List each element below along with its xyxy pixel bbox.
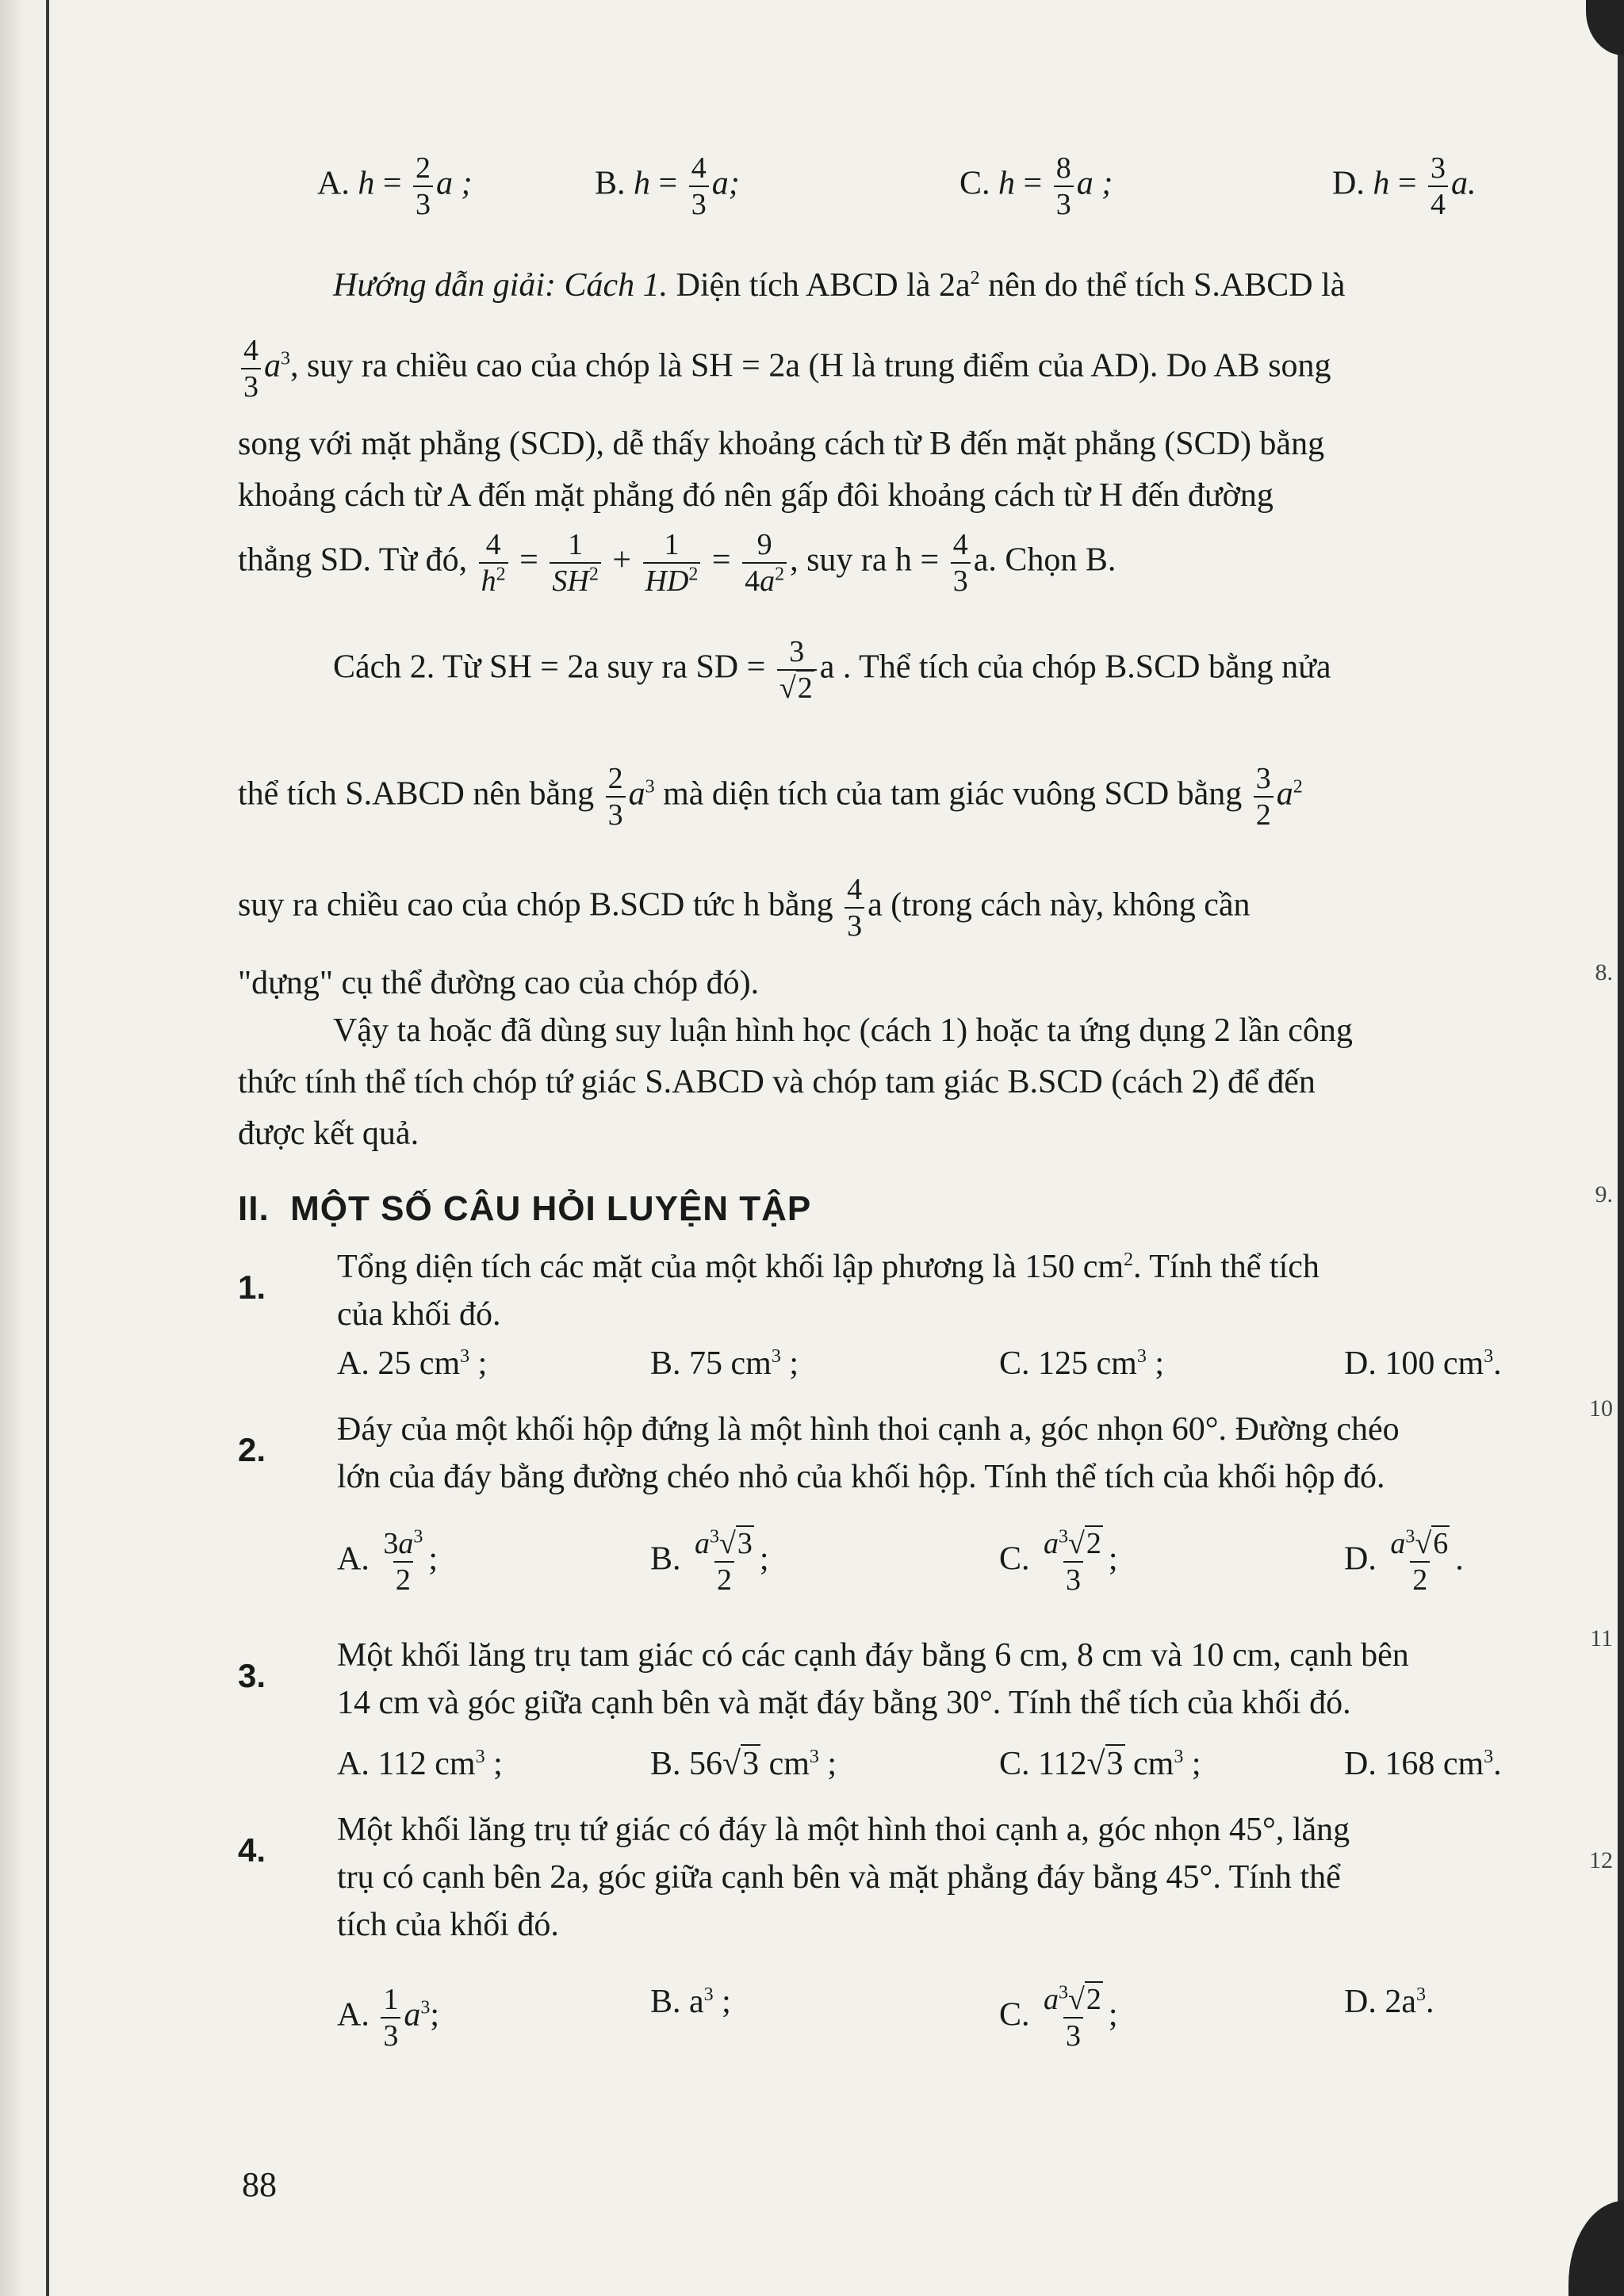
option-d: D. 168 $cm^3$. [1344, 1746, 1502, 1782]
solution-line-9: "dựng" cụ thể đường cao của chóp đó). [238, 965, 760, 1001]
question-text: của khối đó. [337, 1296, 501, 1333]
spine-line [46, 0, 49, 2296]
option-a: A. 112 $cm^3$ ; [337, 1746, 503, 1782]
solution-line-3: song với mặt phẳng (SCD), dễ thấy khoảng cách từ B đến mặt phẳng (SCD) bằng [238, 426, 1325, 462]
option-a-top: A. h = $\frac{2}{3}$ a ; [317, 151, 473, 221]
solution-line-1: Hướng dẫn giải: Cách 1. Diện tích ABCD là $2a^2$ nên do thể tích S.ABCD là [333, 267, 1346, 304]
option-d-top: D. h = $\frac{3}{4}$ a. [1332, 151, 1477, 221]
solution-line-2: $\frac{4}{3}$ $a^3$, suy ra chiều cao của chóp là SH = 2a (H là trung điểm của AD). Do AB song [238, 333, 1331, 404]
option-a: A. $\frac{3a^3}{2}$ ; [337, 1526, 439, 1597]
page-corner-top-right [1586, 0, 1624, 55]
option-d: D. $2a^3$. [1344, 1984, 1434, 2020]
solution-line-4: khoảng cách từ A đến mặt phẳng đó nên gấp đôi khoảng cách từ H đến đường [238, 477, 1274, 514]
option-b: B. $a^3$ ; [650, 1984, 731, 2020]
page-number: 88 [242, 2165, 277, 2204]
solution-line-10: Vậy ta hoặc đã dùng suy luận hình học (cách 1) hoặc ta ứng dụng 2 lần công [333, 1012, 1353, 1049]
solution-line-6: Cách 2. Từ SH = 2a suy ra SD = $\frac{3}{√2}$ a . Thể tích của chóp B.SCD bằng nửa [333, 635, 1331, 705]
question-text: trụ có cạnh bên 2a, góc giữa cạnh bên và mặt phẳng đáy bằng 45°. Tính thể [337, 1859, 1341, 1896]
question-number: 3. [238, 1657, 266, 1694]
solution-line-7: thể tích S.ABCD nên bằng $\frac{2}{3}$ $a^3$ mà diện tích của tam giác vuông SCD bằng $\frac{3}{2}$ $a^2$ [238, 762, 1303, 832]
margin-mark: 10 [1589, 1395, 1613, 1422]
question-number: 4. [238, 1831, 266, 1869]
option-d: D. 100 $cm^3$. [1344, 1345, 1502, 1382]
option-c: C. $\frac{a^3√2}{3}$ ; [999, 1982, 1118, 2053]
option-c-top: C. h = $\frac{8}{3}$ a ; [959, 151, 1113, 221]
option-c: C. 112√3 $cm^3$ ; [999, 1746, 1201, 1782]
option-b: B. 56√3 $cm^3$ ; [650, 1746, 837, 1782]
option-b: B. 75 $cm^3$ ; [650, 1345, 799, 1382]
solution-line-11: thức tính thể tích chóp tứ giác S.ABCD và chóp tam giác B.SCD (cách 2) để đến [238, 1064, 1316, 1100]
page-corner-bottom-right [1568, 2201, 1624, 2296]
section-heading: II. MỘT SỐ CÂU HỎI LUYỆN TẬP [238, 1189, 812, 1228]
question-text: lớn của đáy bằng đường chéo nhỏ của khối hộp. Tính thể tích của khối hộp đó. [337, 1459, 1385, 1495]
question-text: Một khối lăng trụ tứ giác có đáy là một hình thoi cạnh a, góc nhọn 45°, lăng [337, 1812, 1350, 1848]
question-text: 14 cm và góc giữa cạnh bên và mặt đáy bằng 30°. Tính thể tích của khối đó. [337, 1685, 1351, 1721]
margin-mark: 11 [1590, 1625, 1613, 1651]
option-c: C. 125 $cm^3$ ; [999, 1345, 1164, 1382]
page-edge-right [1618, 48, 1624, 2204]
option-b-top: B. h = $\frac{4}{3}$ a; [595, 151, 740, 221]
question-text: Tổng diện tích các mặt của một khối lập phương là 150 $cm^2$. Tính thể tích [337, 1249, 1320, 1285]
option-b: B. $\frac{a^3√3}{2}$ ; [650, 1526, 769, 1597]
solution-line-5: thẳng SD. Từ đó, $\frac{4}{h^2}$ = $\frac{1}{SH^2}$ + $\frac{1}{HD^2}$ = $\frac{9}{4a^2}$ , suy ra h = $\frac{4}{3}$ a. Chọn B. [238, 528, 1116, 598]
option-a: A. $\frac{1}{3}$ $a^3$; [337, 1983, 440, 2053]
margin-mark: 12 [1589, 1847, 1613, 1873]
question-text: Đáy của một khối hộp đứng là một hình thoi cạnh a, góc nhọn 60°. Đường chéo [337, 1411, 1400, 1448]
margin-mark: 9. [1595, 1181, 1613, 1207]
question-text: Một khối lăng trụ tam giác có các cạnh đáy bằng 6 cm, 8 cm và 10 cm, cạnh bên [337, 1637, 1409, 1674]
solution-line-12: được kết quả. [238, 1115, 419, 1152]
question-text: tích của khối đó. [337, 1907, 559, 1943]
question-number: 2. [238, 1431, 266, 1468]
option-a: A. 25 $cm^3$ ; [337, 1345, 488, 1382]
solution-line-8: suy ra chiều cao của chóp B.SCD tức h bằng $\frac{4}{3}$ a (trong cách này, không cần [238, 873, 1251, 943]
option-c: C. $\frac{a^3√2}{3}$ ; [999, 1526, 1118, 1597]
option-d: D. $\frac{a^3√6}{2}$ . [1344, 1526, 1464, 1597]
margin-mark: 8. [1595, 959, 1613, 985]
question-number: 1. [238, 1269, 266, 1306]
